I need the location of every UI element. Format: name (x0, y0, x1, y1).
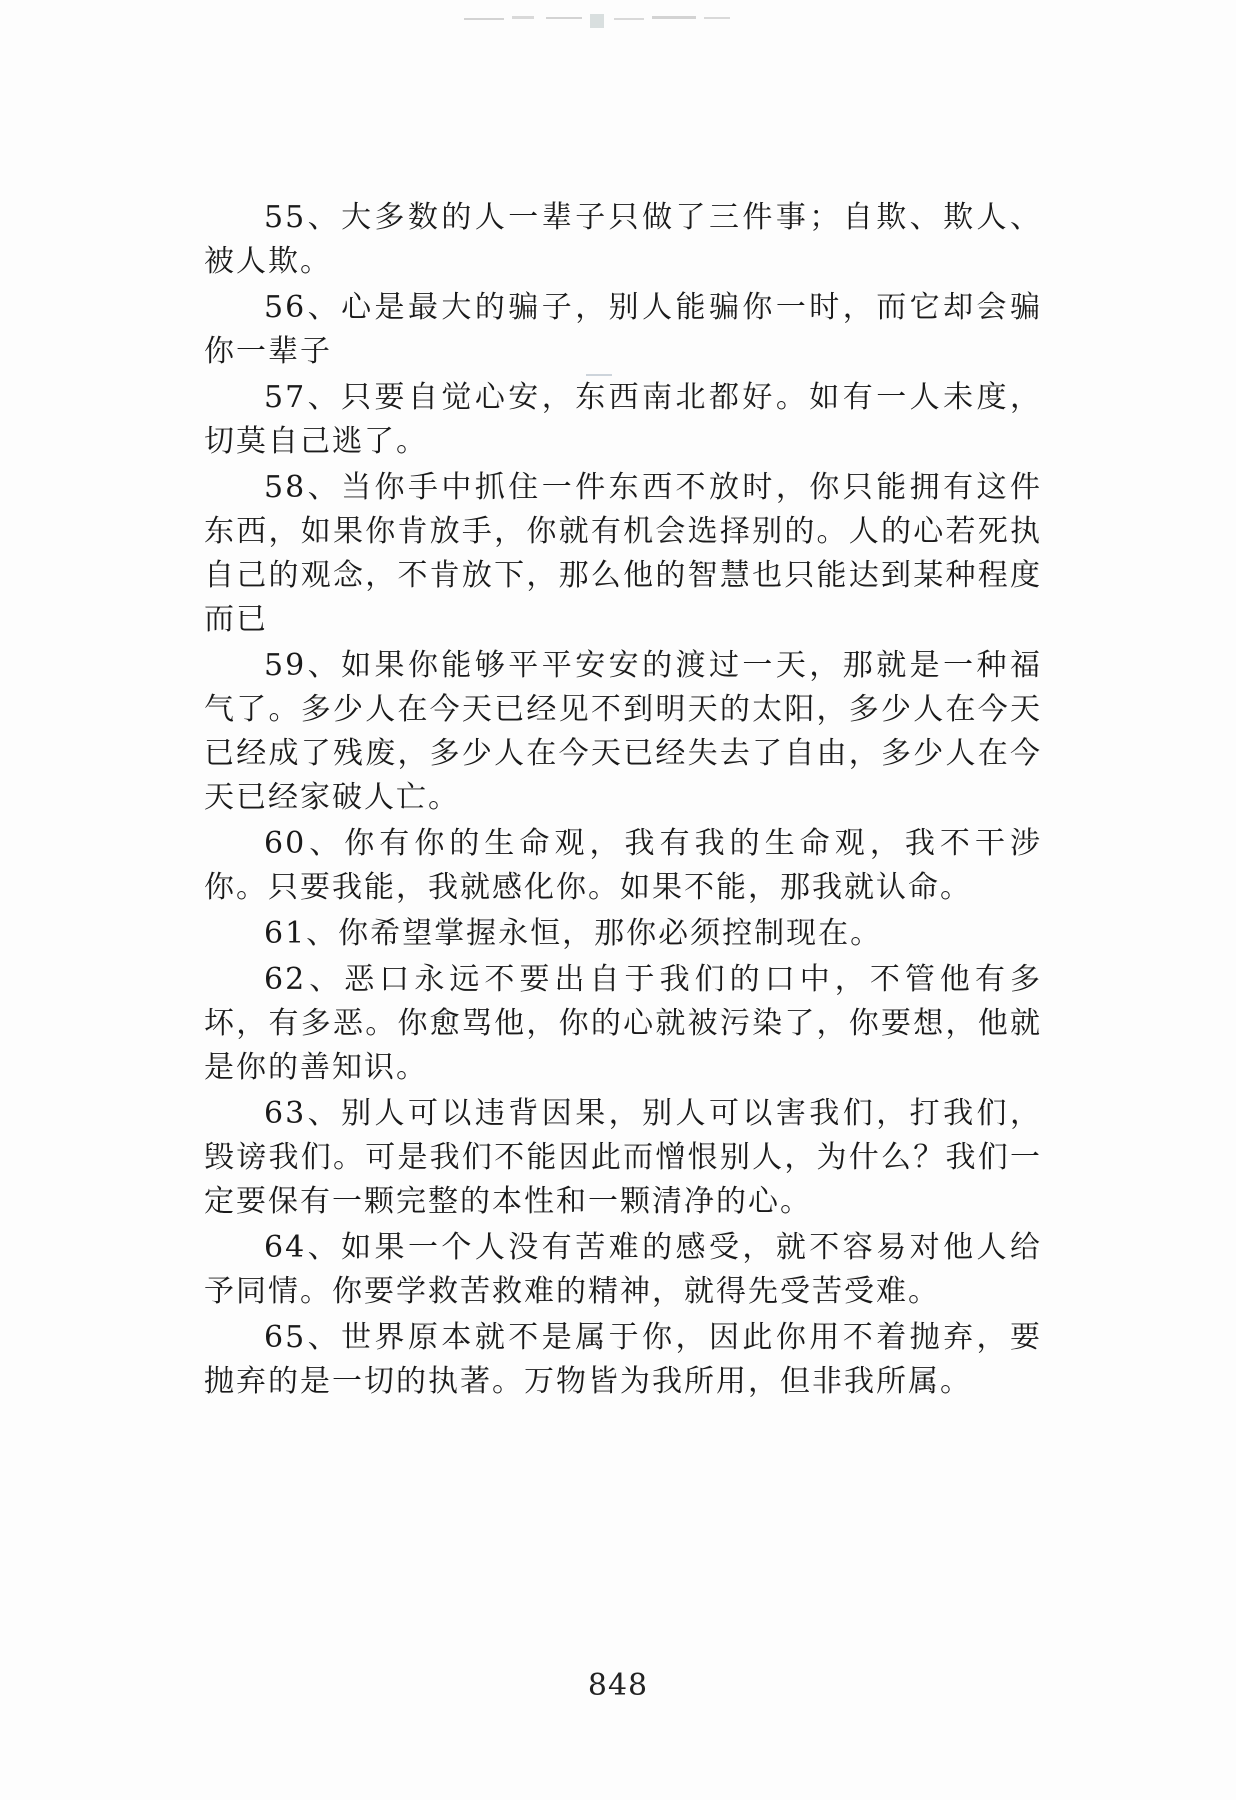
paragraph: 65、世界原本就不是属于你，因此你用不着抛弃，要抛弃的是一切的执著。万物皆为我所用，但非我所属。 (204, 1320, 1042, 1399)
paragraph: 58、当你手中抓住一件东西不放时，你只能拥有这件东西，如果你肯放手，你就有机会选择别的。人的心若死执自己的观念，不肯放下，那么他的智慧也只能达到某种程度而已 (204, 470, 1042, 637)
scan-artifact (460, 8, 740, 34)
paragraph: 59、如果你能够平平安安的渡过一天，那就是一种福气了。多少人在今天已经见不到明天的太阳，多少人在今天已经成了残废，多少人在今天已经失去了自由，多少人在今天已经家破人亡。 (204, 648, 1042, 815)
paragraph: 61、你希望掌握永恒，那你必须控制现在。 (264, 916, 883, 951)
paragraph: 60、你有你的生命观，我有我的生命观，我不干涉你。只要我能，我就感化你。如果不能，那我就认命。 (204, 826, 1042, 905)
paragraph: 64、如果一个人没有苦难的感受，就不容易对他人给予同情。你要学救苦救难的精神，就得先受苦受难。 (204, 1230, 1042, 1309)
paragraph: 57、只要自觉心安，东西南北都好。如有一人未度，切莫自己逃了。 (204, 380, 1042, 459)
page-number: 848 (587, 1668, 649, 1703)
paragraph: 56、心是最大的骗子，别人能骗你一时，而它却会骗你一辈子 (204, 290, 1042, 369)
paragraph: 55、大多数的人一辈子只做了三件事；自欺、欺人、被人欺。 (204, 200, 1042, 279)
document-body (204, 196, 1042, 1406)
paragraph: 63、别人可以违背因果，别人可以害我们，打我们，毁谤我们。可是我们不能因此而憎恨别人，为什么？我们一定要保有一颗完整的本性和一颗清净的心。 (204, 1096, 1042, 1219)
paragraph: 62、恶口永远不要出自于我们的口中，不管他有多坏，有多恶。你愈骂他，你的心就被污染了，你要想，他就是你的善知识。 (204, 962, 1042, 1085)
